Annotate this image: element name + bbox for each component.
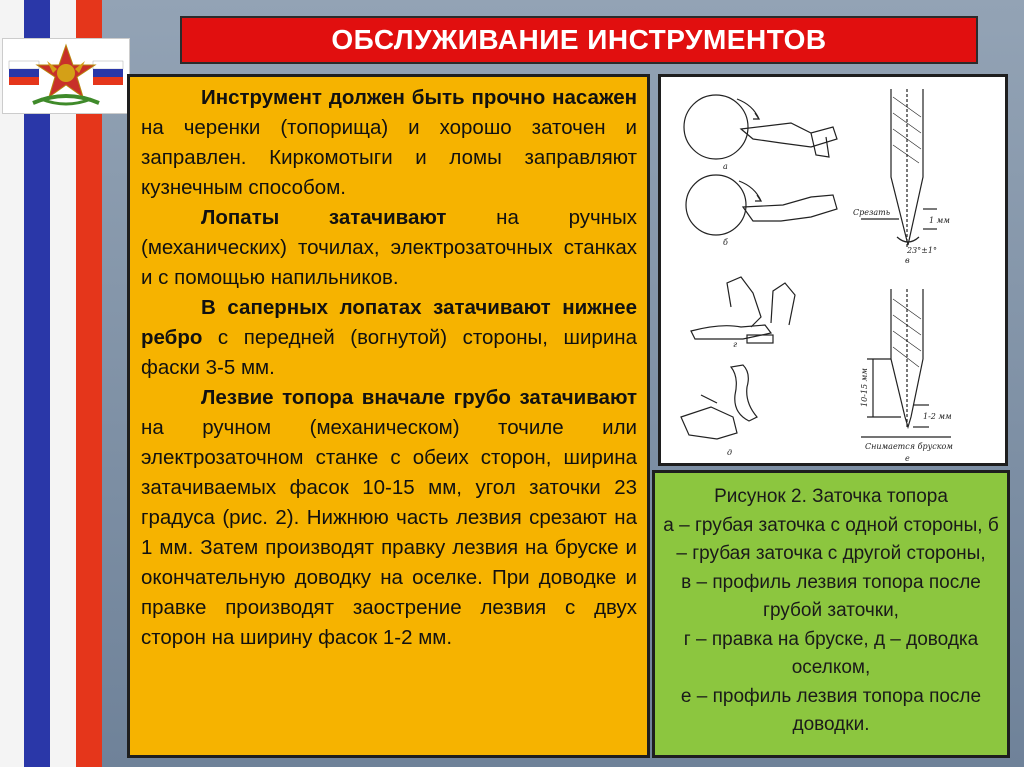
- paragraph-3: [141, 293, 637, 383]
- paragraph-4-bold: Лезвие топора вначале грубо затачивают: [201, 386, 637, 409]
- hand-d: [681, 407, 737, 439]
- page-title: ОБСЛУЖИВАНИЕ ИНСТРУМЕНТОВ: [331, 24, 827, 55]
- caption-line-2: а – грубая заточка с одной стороны, б – грубая заточка с другой стороны,: [663, 514, 999, 564]
- flag-stripe-red: [76, 0, 102, 767]
- paragraph-2-bold: Лопаты затачивают: [201, 206, 447, 229]
- hands-a: [741, 123, 837, 147]
- label-a: а: [723, 162, 728, 171]
- hand-g-right: [771, 283, 795, 325]
- grinding-wheel-a: [684, 95, 748, 159]
- paragraph-2: [141, 203, 637, 293]
- label-b: б: [723, 238, 728, 247]
- paragraph-3-bold: В саперных лопатах затачивают нижнее ребро: [141, 296, 637, 349]
- hatchet-g: [691, 325, 771, 339]
- paragraph-2-text: на ручных (механических) точилах, электрозаточных станках и с помощью напильников.: [141, 206, 637, 289]
- label-snimaetsya: Снимается бруском: [865, 442, 953, 451]
- axe-sharpening-diagram: [661, 77, 1005, 463]
- emblem-logo: [2, 38, 130, 114]
- paragraph-4: [141, 383, 637, 653]
- label-srezat: Срезать: [853, 208, 891, 217]
- paragraph-1-bold: Инструмент должен быть прочно насажен: [201, 86, 637, 109]
- paragraph-3-text: с передней (вогнутой) стороны, ширина фаски 3-5 мм.: [141, 326, 637, 379]
- label-1mm: 1 мм: [929, 216, 950, 225]
- flag-stripe-white-2: [50, 0, 76, 767]
- text-panel: [127, 74, 650, 758]
- flag-stripe-white: [0, 0, 24, 767]
- paragraph-1-text: на черенки (топорища) и хорошо заточен и заправлен. Киркомотыги и ломы заправляют кузнечным способом.: [141, 116, 637, 199]
- figure-panel: [658, 74, 1008, 466]
- caption-line-1: Рисунок 2. Заточка топора: [714, 486, 948, 507]
- label-10-15mm: 10-15 мм: [860, 368, 869, 407]
- label-d: д: [727, 448, 733, 457]
- label-e: е: [905, 454, 910, 463]
- label-g: г: [733, 340, 738, 349]
- hand-g-left: [727, 277, 761, 327]
- flag-stripe-blue: [24, 0, 50, 767]
- hatchet-d: [731, 365, 757, 421]
- label-v: в: [905, 256, 910, 265]
- whetstone-g: [747, 335, 773, 343]
- caption-line-4: г – правка на бруске, д – доводка оселком,: [683, 628, 979, 678]
- title-bar: [180, 16, 978, 64]
- rotation-arrow-a: [737, 99, 759, 119]
- paragraph-1: [141, 83, 637, 203]
- caption-panel: [652, 470, 1010, 758]
- paragraph-4-text: на ручном (механическом) точиле или электрозаточном станке с обеих сторон, ширина затачиваемых фасок 10-15 мм, угол заточки 23 градуса (рис. 2). Нижнюю часть лезвия срезают на 1 мм. Затем производят правку лезвия на бруске и окончательную доводку на оселке. При доводке и правке производят заострение лезвия с двух сторон на ширину фасок 1-2 мм.: [141, 416, 637, 649]
- caption-line-5: е – профиль лезвия топора после доводки.: [680, 685, 982, 735]
- label-angle: 23°±1°: [907, 246, 937, 255]
- caption-line-3: в – профиль лезвия топора после грубой заточки,: [681, 571, 981, 621]
- grinding-wheel-b: [686, 175, 746, 235]
- label-1-2mm: 1-2 мм: [923, 412, 952, 421]
- hands-b: [743, 195, 837, 221]
